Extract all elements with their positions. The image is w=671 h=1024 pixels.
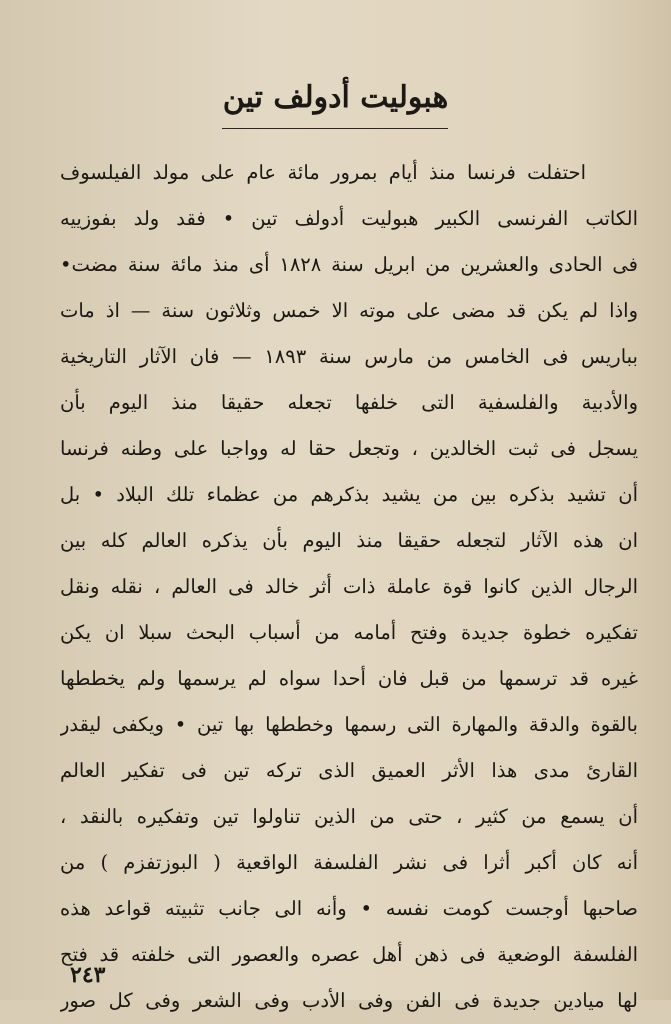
text-line: القارئ مدى هذا الأثر العميق الذى تركه تين فى تفكير العالم [60,759,638,782]
text-line: أنه كان أكبر أثرا فى نشر الفلسفة الواقعية ( البوزتفزم ) من [60,851,638,874]
text-line: لها ميادين جديدة فى الفن وفى الأدب وفى الشعر وفى كل صور [60,989,638,1012]
text-line: فى الحادى والعشرين من ابريل سنة ١٨٢٨ أى منذ مائة سنة مضت• [60,253,638,276]
body-text [60,150,638,1024]
text-line: الرجال الذين كانوا قوة عاملة ذات أثر خالد فى العالم ، نقله ونقل [60,575,638,598]
text-line: يسجل فى ثبت الخالدين ، وتجعل حقا له وواجبا على وطنه فرنسا [60,437,638,460]
text-line: بالقوة والدقة والمهارة التى رسمها وخططها بها تين • ويكفى ليقدر [60,713,638,736]
text-line: ان هذه الآثار لتجعله حقيقا منذ اليوم بأن يذكره العالم كله بين [60,529,638,552]
chapter-title: هبوليت أدولف تين [222,80,449,115]
title-underline [222,128,448,129]
text-line: واذا لم يكن قد مضى على موته الا خمس وثلاثون سنة — اذ مات [60,299,638,322]
text-line: تفكيره خطوة جديدة وفتح أمامه من أسباب البحث سبلا ان يكن [60,621,638,644]
text-line: احتفلت فرنسا منذ أيام بمرور مائة عام على مولد الفيلسوف [60,161,586,184]
text-line: والأدبية والفلسفية التى خلفها تجعله حقيقا منذ اليوم بأن [60,391,638,414]
text-line: الفلسفة الوضعية فى ذهن أهل عصره والعصور التى خلفته قد فتح [60,943,638,966]
text-line: غيره قد ترسمها من قبل فان أحدا سواه لم يرسمها ولم يخططها [60,667,638,690]
text-line: بباريس فى الخامس من مارس سنة ١٨٩٣ — فان الآثار التاريخية [60,345,638,368]
page-number: ٢٤٣ [70,962,106,988]
text-line: الكاتب الفرنسى الكبير هبوليت أدولف تين • فقد ولد بفوزييه [60,207,638,230]
text-line: أن يسمع من كثير ، حتى من الذين تناولوا تين وتفكيره بالنقد ، [60,805,638,828]
text-line: أن تشيد بذكره بين من يشيد بذكرهم من عظماء تلك البلاد • بل [60,483,638,506]
text-line: صاحبها أوجست كومت نفسه • وأنه الى جانب تثبيته قواعد هذه [60,897,638,920]
